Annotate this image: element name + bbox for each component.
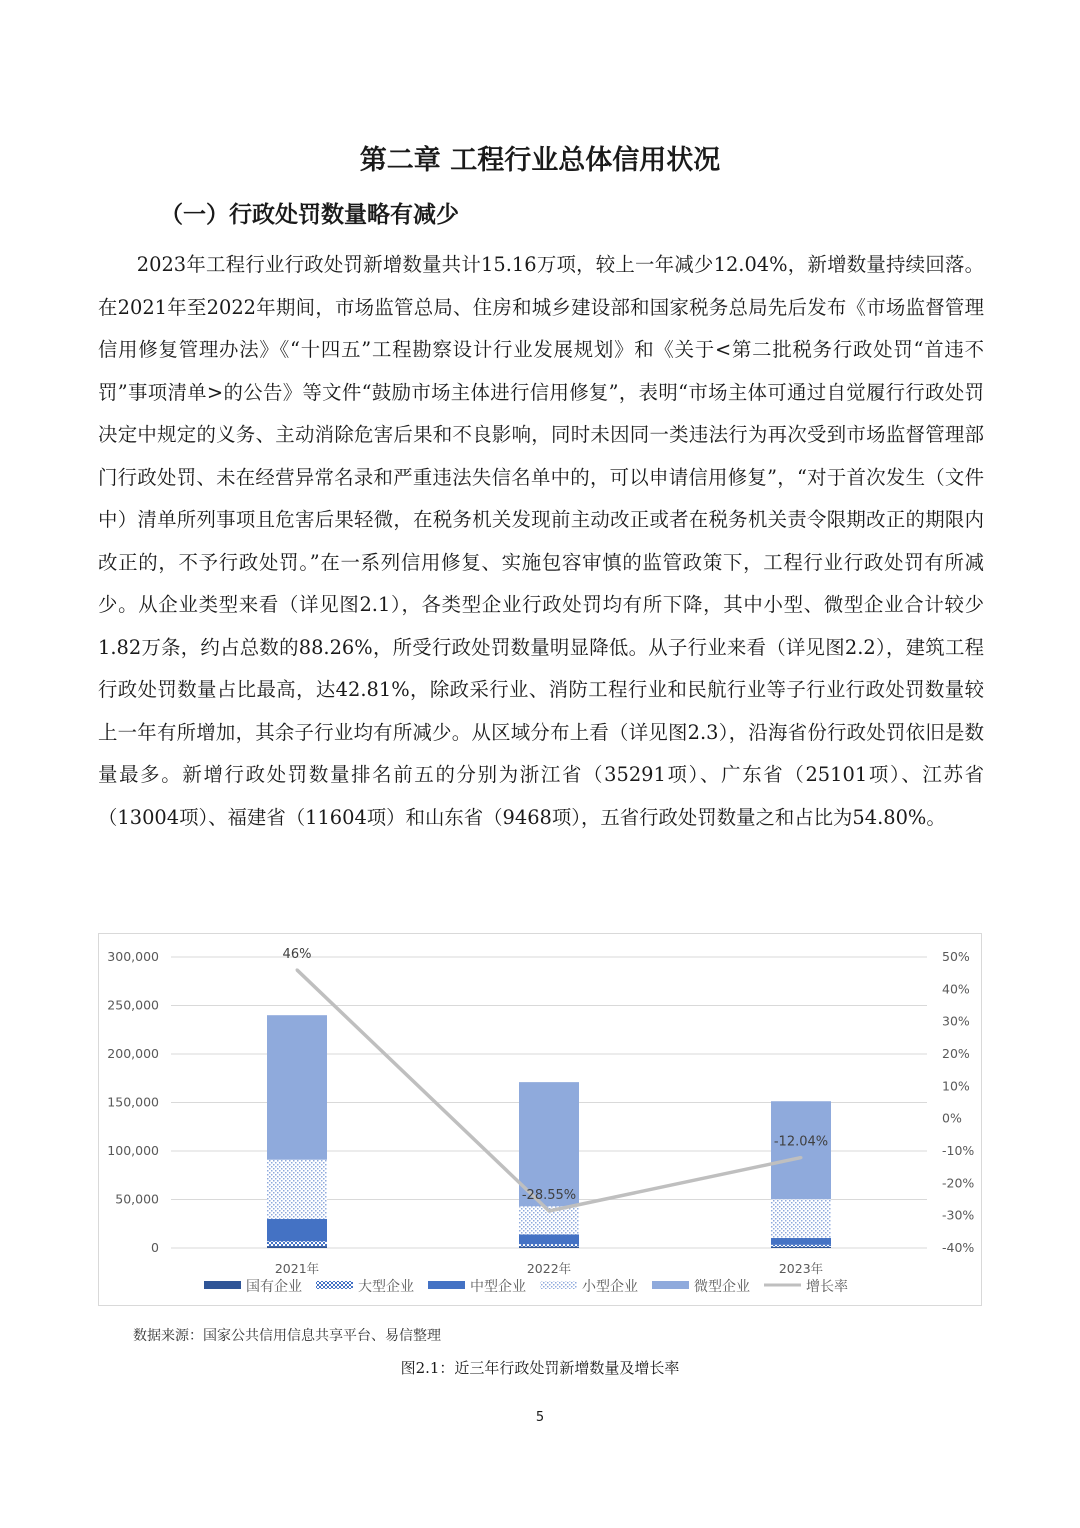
- y-right-tick-label: 30%: [942, 1013, 970, 1029]
- figure-chart: [98, 933, 982, 1306]
- bar-segment-2: [267, 1241, 327, 1246]
- legend-swatch: [204, 1281, 241, 1289]
- bar-segment-4: [267, 1160, 327, 1219]
- y-right-tick-label: 50%: [942, 949, 970, 964]
- x-tick-label: 2023年: [778, 1261, 824, 1276]
- y-right-tick-label: 40%: [942, 981, 970, 997]
- section-title: （一）行政处罚数量略有减少: [160, 202, 459, 228]
- y-right-tick-label: 20%: [942, 1046, 970, 1061]
- legend-label: 小型企业: [582, 1279, 638, 1295]
- legend-swatch: [652, 1281, 689, 1289]
- y-left-tick-label: 50,000: [115, 1191, 159, 1207]
- legend-label: 大型企业: [358, 1279, 414, 1295]
- bar-segment-5: [771, 1101, 831, 1199]
- y-right-tick-label: -30%: [942, 1207, 975, 1223]
- y-right-tick-label: 10%: [942, 1078, 970, 1094]
- page-number: 5: [535, 1410, 545, 1425]
- y-left-tick-label: 100,000: [107, 1143, 159, 1158]
- growth-rate-point: [548, 1209, 551, 1212]
- bar-segment-4: [771, 1199, 831, 1238]
- legend-swatch: [540, 1281, 577, 1289]
- legend-swatch: [428, 1281, 465, 1289]
- y-left-tick-label: 250,000: [107, 997, 159, 1013]
- y-right-tick-label: -40%: [942, 1240, 975, 1255]
- data-source-note: 数据来源：国家公共信用信息共享平台、易信整理: [133, 1328, 441, 1344]
- bar-segment-2: [771, 1245, 831, 1247]
- growth-rate-label: -28.55%: [521, 1187, 577, 1203]
- growth-rate-label: -12.04%: [773, 1134, 829, 1150]
- stacked-bar-line-chart: [99, 934, 981, 1305]
- legend-label: 增长率: [806, 1279, 848, 1295]
- y-left-tick-label: 300,000: [107, 949, 159, 964]
- y-right-tick-label: -10%: [942, 1143, 975, 1158]
- body-paragraph: 2023年工程行业行政处罚新增数量共计15.16万项，较上一年减少12.04%，新增数量持续回落。在2021年至2022年期间，市场监管总局、住房和城乡建设部和国家税务总局先后发布《市场监督管理信用修复管理办法》《“十四五”工程勘察设计行业发展规划》和《关于<第二批税务行政处罚“首违不罚”事项清单>的公告》等文件“鼓励市场主体进行信用修复”，表明“市场主体可通过自觉履行行政处罚决定中规定的义务、主动消除危害后果和不良影响，同时未因同一类违法行为再次受到市场监督管理部门行政处罚、未在经营异常名录和严重违法失信名单中的，可以申请信用修复”，“对于首次发生（文件中）清单所列事项且危害后果轻微，在税务机关发现前主动改正或者在税务机关责令限期改正的期限内改正的，不予行政处罚。”在一系列信用修复、实施包容审慎的监管政策下，工程行业行政处罚有所减少。从企业类型来看（详见图2.1），各类型企业行政处罚均有所下降，其中小型、微型企业合计较少1.82万条，约占总数的88.26%，所受行政处罚数量明显降低。从子行业来看（详见图2.2），建筑工程行政处罚数量占比最高，达42.81%，除政采行业、消防工程行业和民航行业等子行业行政处罚数量较上一年有所增加，其余子行业均有所减少。从区域分布上看（详见图2.3），沿海省份行政处罚依旧是数量最多。新增行政处罚数量排名前五的分别为浙江省（35291项）、广东省（25101项）、江苏省（13004项）、福建省（11604项）和山东省（9468项），五省行政处罚数量之和占比为54.80%。: [98, 253, 984, 829]
- figure-caption: 图2.1：近三年行政处罚新增数量及增长率: [400, 1359, 680, 1377]
- bar-segment-2: [519, 1244, 579, 1246]
- bar-segment-3: [519, 1234, 579, 1244]
- x-tick-label: 2021年: [274, 1261, 320, 1276]
- y-left-tick-label: 150,000: [107, 1094, 159, 1110]
- bar-segment-3: [771, 1238, 831, 1245]
- bar-segment-3: [267, 1219, 327, 1241]
- bar-segment-1: [519, 1247, 579, 1248]
- growth-rate-label: 46%: [282, 946, 312, 962]
- legend-label: 微型企业: [694, 1279, 750, 1295]
- y-right-tick-label: -20%: [942, 1175, 975, 1191]
- y-left-tick-label: 200,000: [107, 1046, 159, 1061]
- x-tick-label: 2022年: [526, 1261, 572, 1276]
- bar-segment-1: [771, 1247, 831, 1248]
- growth-rate-point: [296, 968, 299, 971]
- bar-segment-1: [267, 1246, 327, 1248]
- y-left-tick-label: 0: [151, 1240, 159, 1255]
- growth-rate-point: [800, 1156, 803, 1159]
- chapter-title: 第二章 工程行业总体信用状况: [359, 145, 721, 176]
- legend-swatch: [316, 1281, 353, 1289]
- legend-label: 中型企业: [470, 1279, 526, 1295]
- y-right-tick-label: 0%: [942, 1110, 962, 1126]
- bar-segment-5: [267, 1015, 327, 1160]
- legend-label: 国有企业: [246, 1279, 302, 1295]
